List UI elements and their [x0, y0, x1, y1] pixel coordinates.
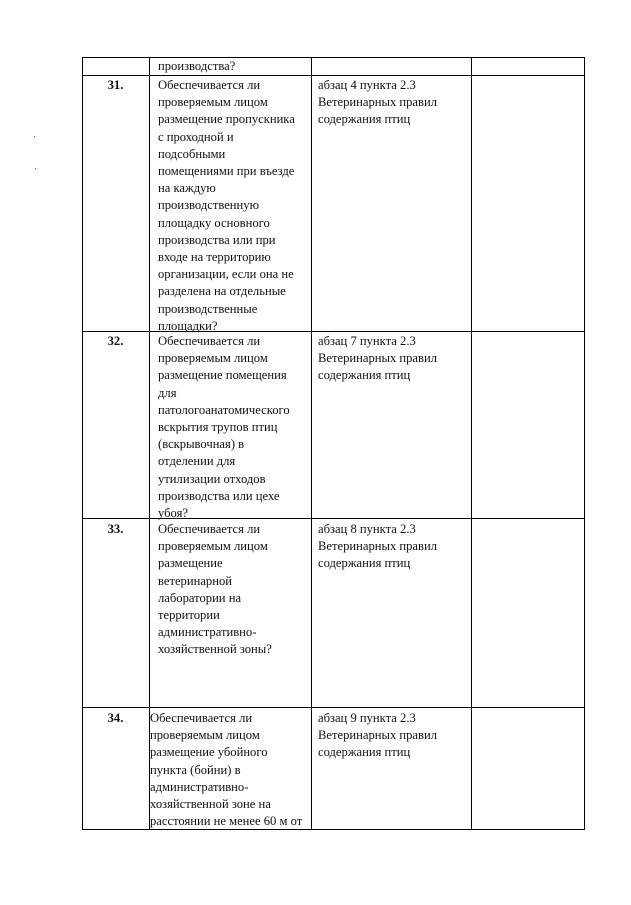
legal-reference: абзац 8 пункта 2.3 Ветеринарных правил содержания птиц — [318, 522, 437, 571]
question-text: Обеспечивается ли проверяемым лицом размещение помещения для патологоанатомического вскрытия трупов птиц (вскрывочная) в отделении для утилизации отходов производства или цехе убоя? — [158, 334, 290, 521]
row-number: 31. — [107, 78, 124, 92]
row-number: 32. — [107, 334, 124, 348]
table-border-right — [584, 57, 585, 830]
row-number: 33. — [107, 522, 124, 536]
question-text: Обеспечивается ли проверяемым лицом размещение убойного пункта (бойни) в административно- хозяйственной зоне на расстоянии не менее 60 м от — [150, 711, 303, 829]
row-line-4 — [82, 707, 585, 708]
question-text: Обеспечивается ли проверяемым лицом размещение ветеринарной лаборатории на территории административно- хозяйственной зоны? — [158, 522, 272, 657]
legal-reference: абзац 7 пункта 2.3 Ветеринарных правил содержания птиц — [318, 334, 437, 383]
question-text: Обеспечивается ли проверяемым лицом размещение пропускника с проходной и подсобными помещениями при въезде на каждую производственную площадку основного производства или при входе на территорию организации, если она не разделена на отдельные производственные площадки? — [158, 78, 295, 333]
column-divider-3 — [471, 57, 472, 830]
column-divider-2 — [311, 57, 312, 830]
question-text: производства? — [158, 59, 236, 73]
legal-reference: абзац 9 пункта 2.3 Ветеринарных правил содержания птиц — [318, 711, 437, 760]
scan-speck — [35, 168, 36, 169]
row-number: 34. — [107, 711, 124, 725]
scan-speck — [34, 136, 35, 137]
legal-reference: абзац 4 пункта 2.3 Ветеринарных правил содержания птиц — [318, 78, 437, 127]
